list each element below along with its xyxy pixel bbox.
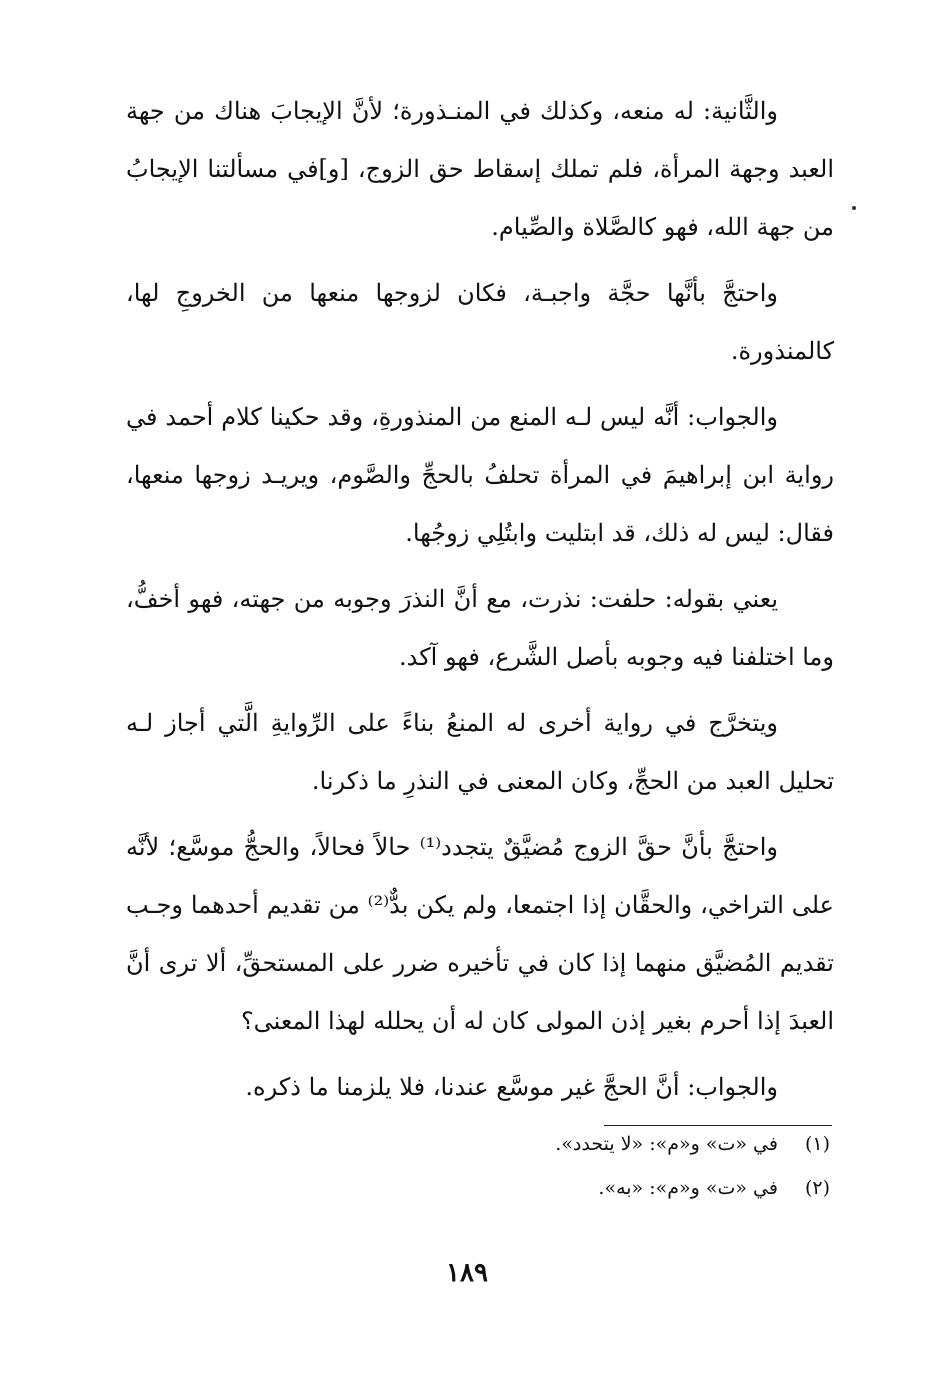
main-text	[126, 82, 834, 1124]
paragraph-6: واحتجَّ بأنَّ حقَّ الزوج مُضيَّقٌ يتجدد⁽¹⁾ حالاً فحالاً، والحجُّ موسَّع؛ لأنَّه على التراخي، والحقَّان إذا اجتمعا، ولم يكن بدٌّ⁽²⁾ من تقديم أحدهما وجـب تقديم المُضيَّق منهما إذا كان في تأخيره ضرر على المستحقِّ، ألا ترى أنَّ العبدَ إذا أحرم بغير إذن المولى كان له أن يحلله لهذا المعنى؟	[126, 833, 835, 1035]
paragraph-4: يعني بقوله: حلفت: نذرت، مع أنَّ النذرَ وجوبه من جهته، فهو أخفُّ، وما اختلفنا فيه وجوبه بأصل الشَّرع، فهو آكد.	[126, 585, 834, 671]
paragraph-2: واحتجَّ بأنَّها حجَّة واجبـة، فكان لزوجها منعها من الخروجِ لها، كالمنذورة.	[126, 279, 834, 365]
paragraph-7: والجواب: أنَّ الحجَّ غير موسَّع عندنا، فلا يلزمنا ما ذكره.	[245, 1073, 778, 1101]
footnote-number: (٢)	[804, 1177, 830, 1199]
page-number: ١٨٩	[446, 1258, 488, 1288]
margin-dot	[852, 206, 856, 210]
paragraph-1: والثَّانية: له منعه، وكذلك في المنـذورة؛ لأنَّ الإيجابَ هناك من جهة العبد وجهة المرأة، فلم تملك إسقاط حق الزوج، [و]في مسألتنا الإيجابُ من جهة الله، فهو كالصَّلاة والصِّيام.	[126, 97, 834, 241]
footnote-text: في «ت» و«م»: «لا يتحدد».	[555, 1133, 778, 1155]
footnote-text: في «ت» و«م»: «به».	[598, 1177, 778, 1199]
paragraph-3: والجواب: أنَّه ليس لـه المنع من المنذورةِ، وقد حكينا كلام أحمد في رواية ابن إبراهيمَ في المرأة تحلفُ بالحجِّ والصَّوم، ويريـد زوجها منعها، فقال: ليس له ذلك، قد ابتليت وابتُلِي زوجُها.	[126, 403, 835, 547]
footnotes	[126, 1122, 834, 1210]
paragraph-5: ويتخرَّج في رواية أخرى له المنعُ بناءً على الرِّوايةِ الَّتي أجاز لـه تحليل العبد من الحجِّ، وكان المعنى في النذرِ ما ذكرنا.	[126, 709, 834, 795]
footnote-1	[126, 1122, 834, 1166]
footnote-number: (١)	[804, 1133, 830, 1155]
footnote-2	[126, 1166, 834, 1210]
